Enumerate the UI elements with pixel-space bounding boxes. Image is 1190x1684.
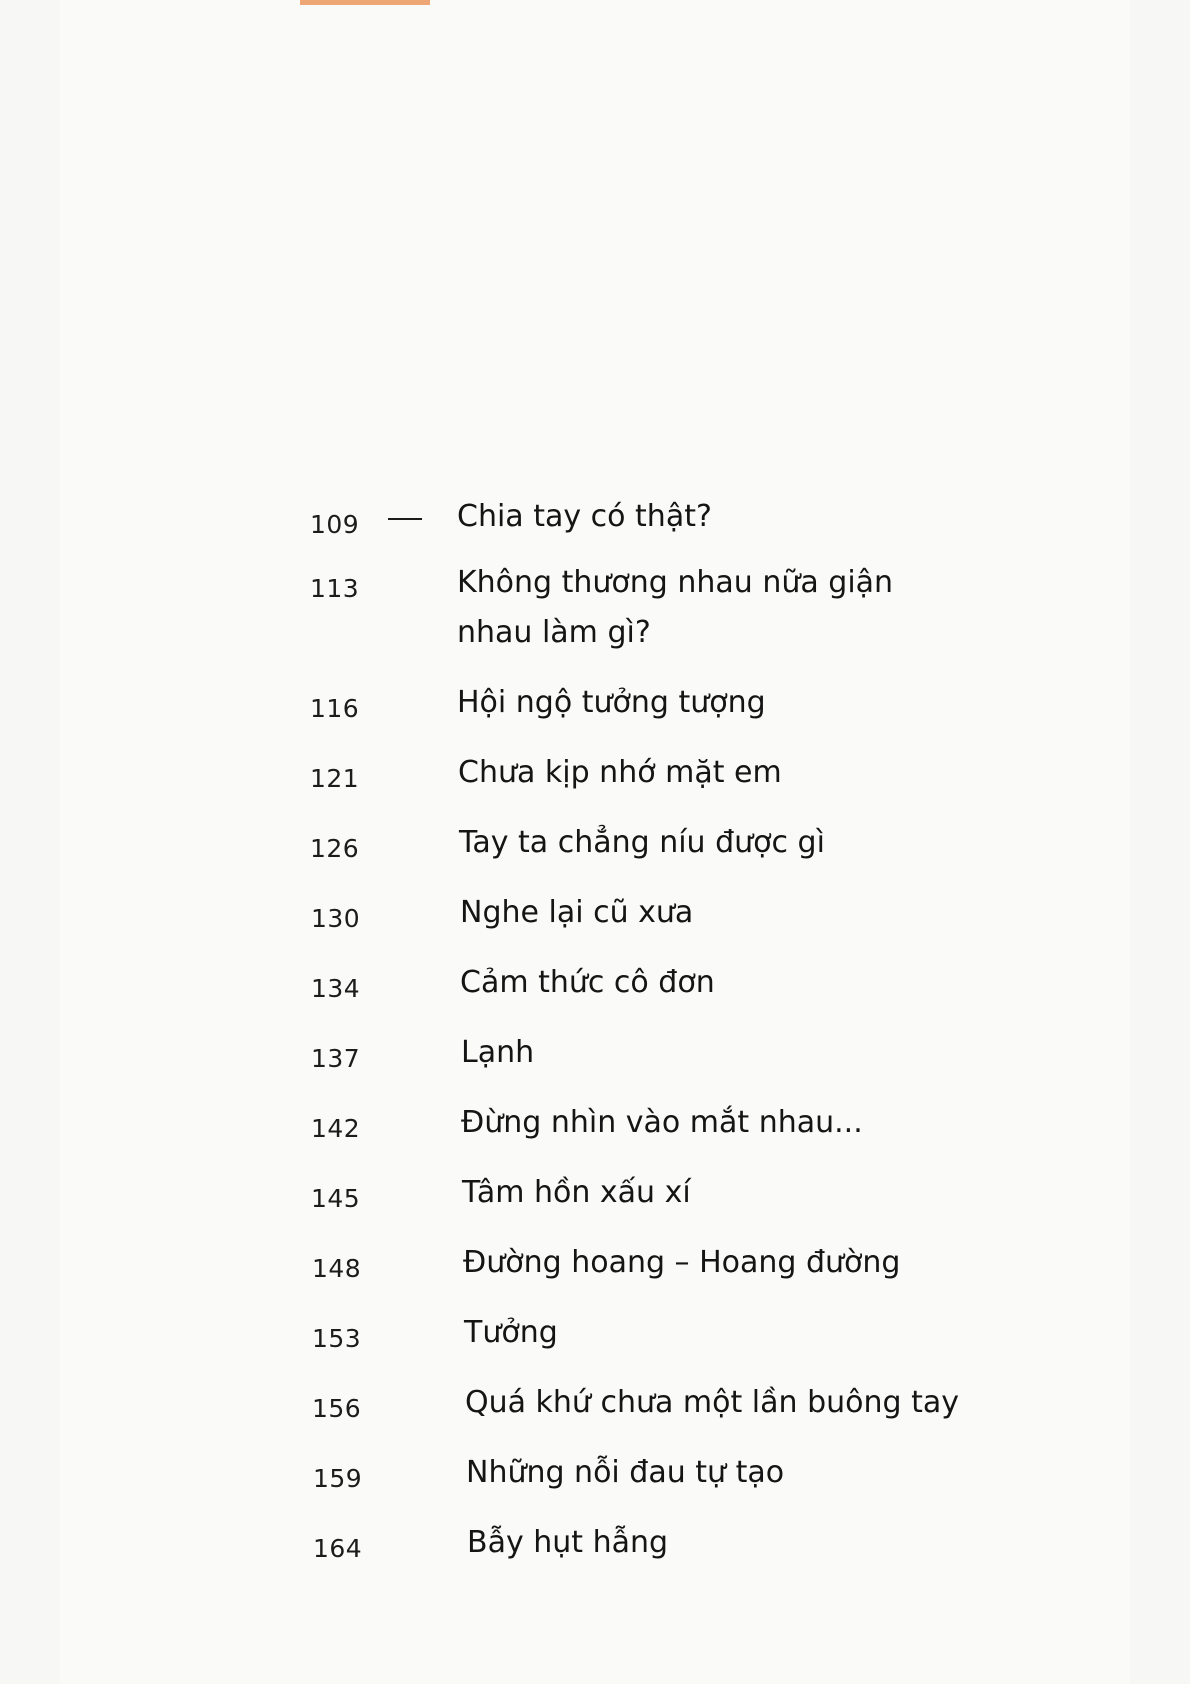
toc-title: Tâm hồn xấu xí	[462, 1175, 691, 1210]
toc-page-number: 159	[313, 1464, 363, 1493]
toc-page-number: 142	[311, 1114, 361, 1143]
toc-title: Tay ta chẳng níu được gì	[459, 825, 825, 860]
toc-page-number: 109	[310, 510, 360, 539]
toc-page-number: 113	[310, 574, 360, 603]
toc-title: Nghe lại cũ xưa	[460, 895, 694, 930]
toc-title: Đường hoang – Hoang đường	[463, 1245, 901, 1280]
toc-title: Những nỗi đau tự tạo	[466, 1455, 785, 1490]
toc-title: Quá khứ chưa một lần buông tay	[465, 1385, 959, 1420]
toc-page-number: 145	[311, 1184, 361, 1213]
toc-title: Hội ngộ tưởng tượng	[457, 685, 766, 720]
toc-dash	[388, 518, 422, 520]
toc-page-number: 148	[312, 1254, 362, 1283]
toc-title: Tưởng	[464, 1315, 558, 1350]
toc-title: Chưa kịp nhớ mặt em	[458, 755, 782, 790]
toc-title: Chia tay có thật?	[457, 499, 712, 534]
toc-page-number: 164	[313, 1534, 363, 1563]
toc-page-number: 156	[312, 1394, 362, 1423]
toc-page-number: 116	[310, 694, 360, 723]
toc-title: Không thương nhau nữa giận	[457, 565, 894, 600]
toc-page-number: 134	[311, 974, 361, 1003]
toc-page-number: 130	[311, 904, 361, 933]
toc-page-number: 153	[312, 1324, 362, 1353]
toc-page-number: 126	[310, 834, 360, 863]
toc-title-continuation: nhau làm gì?	[457, 615, 651, 650]
toc-page-number: 137	[311, 1044, 361, 1073]
toc-page-number: 121	[310, 764, 360, 793]
toc-title: Cảm thức cô đơn	[460, 965, 715, 1000]
toc-title: Đừng nhìn vào mắt nhau...	[461, 1105, 863, 1140]
toc-title: Bẫy hụt hẫng	[467, 1525, 669, 1560]
toc-title: Lạnh	[461, 1035, 535, 1070]
